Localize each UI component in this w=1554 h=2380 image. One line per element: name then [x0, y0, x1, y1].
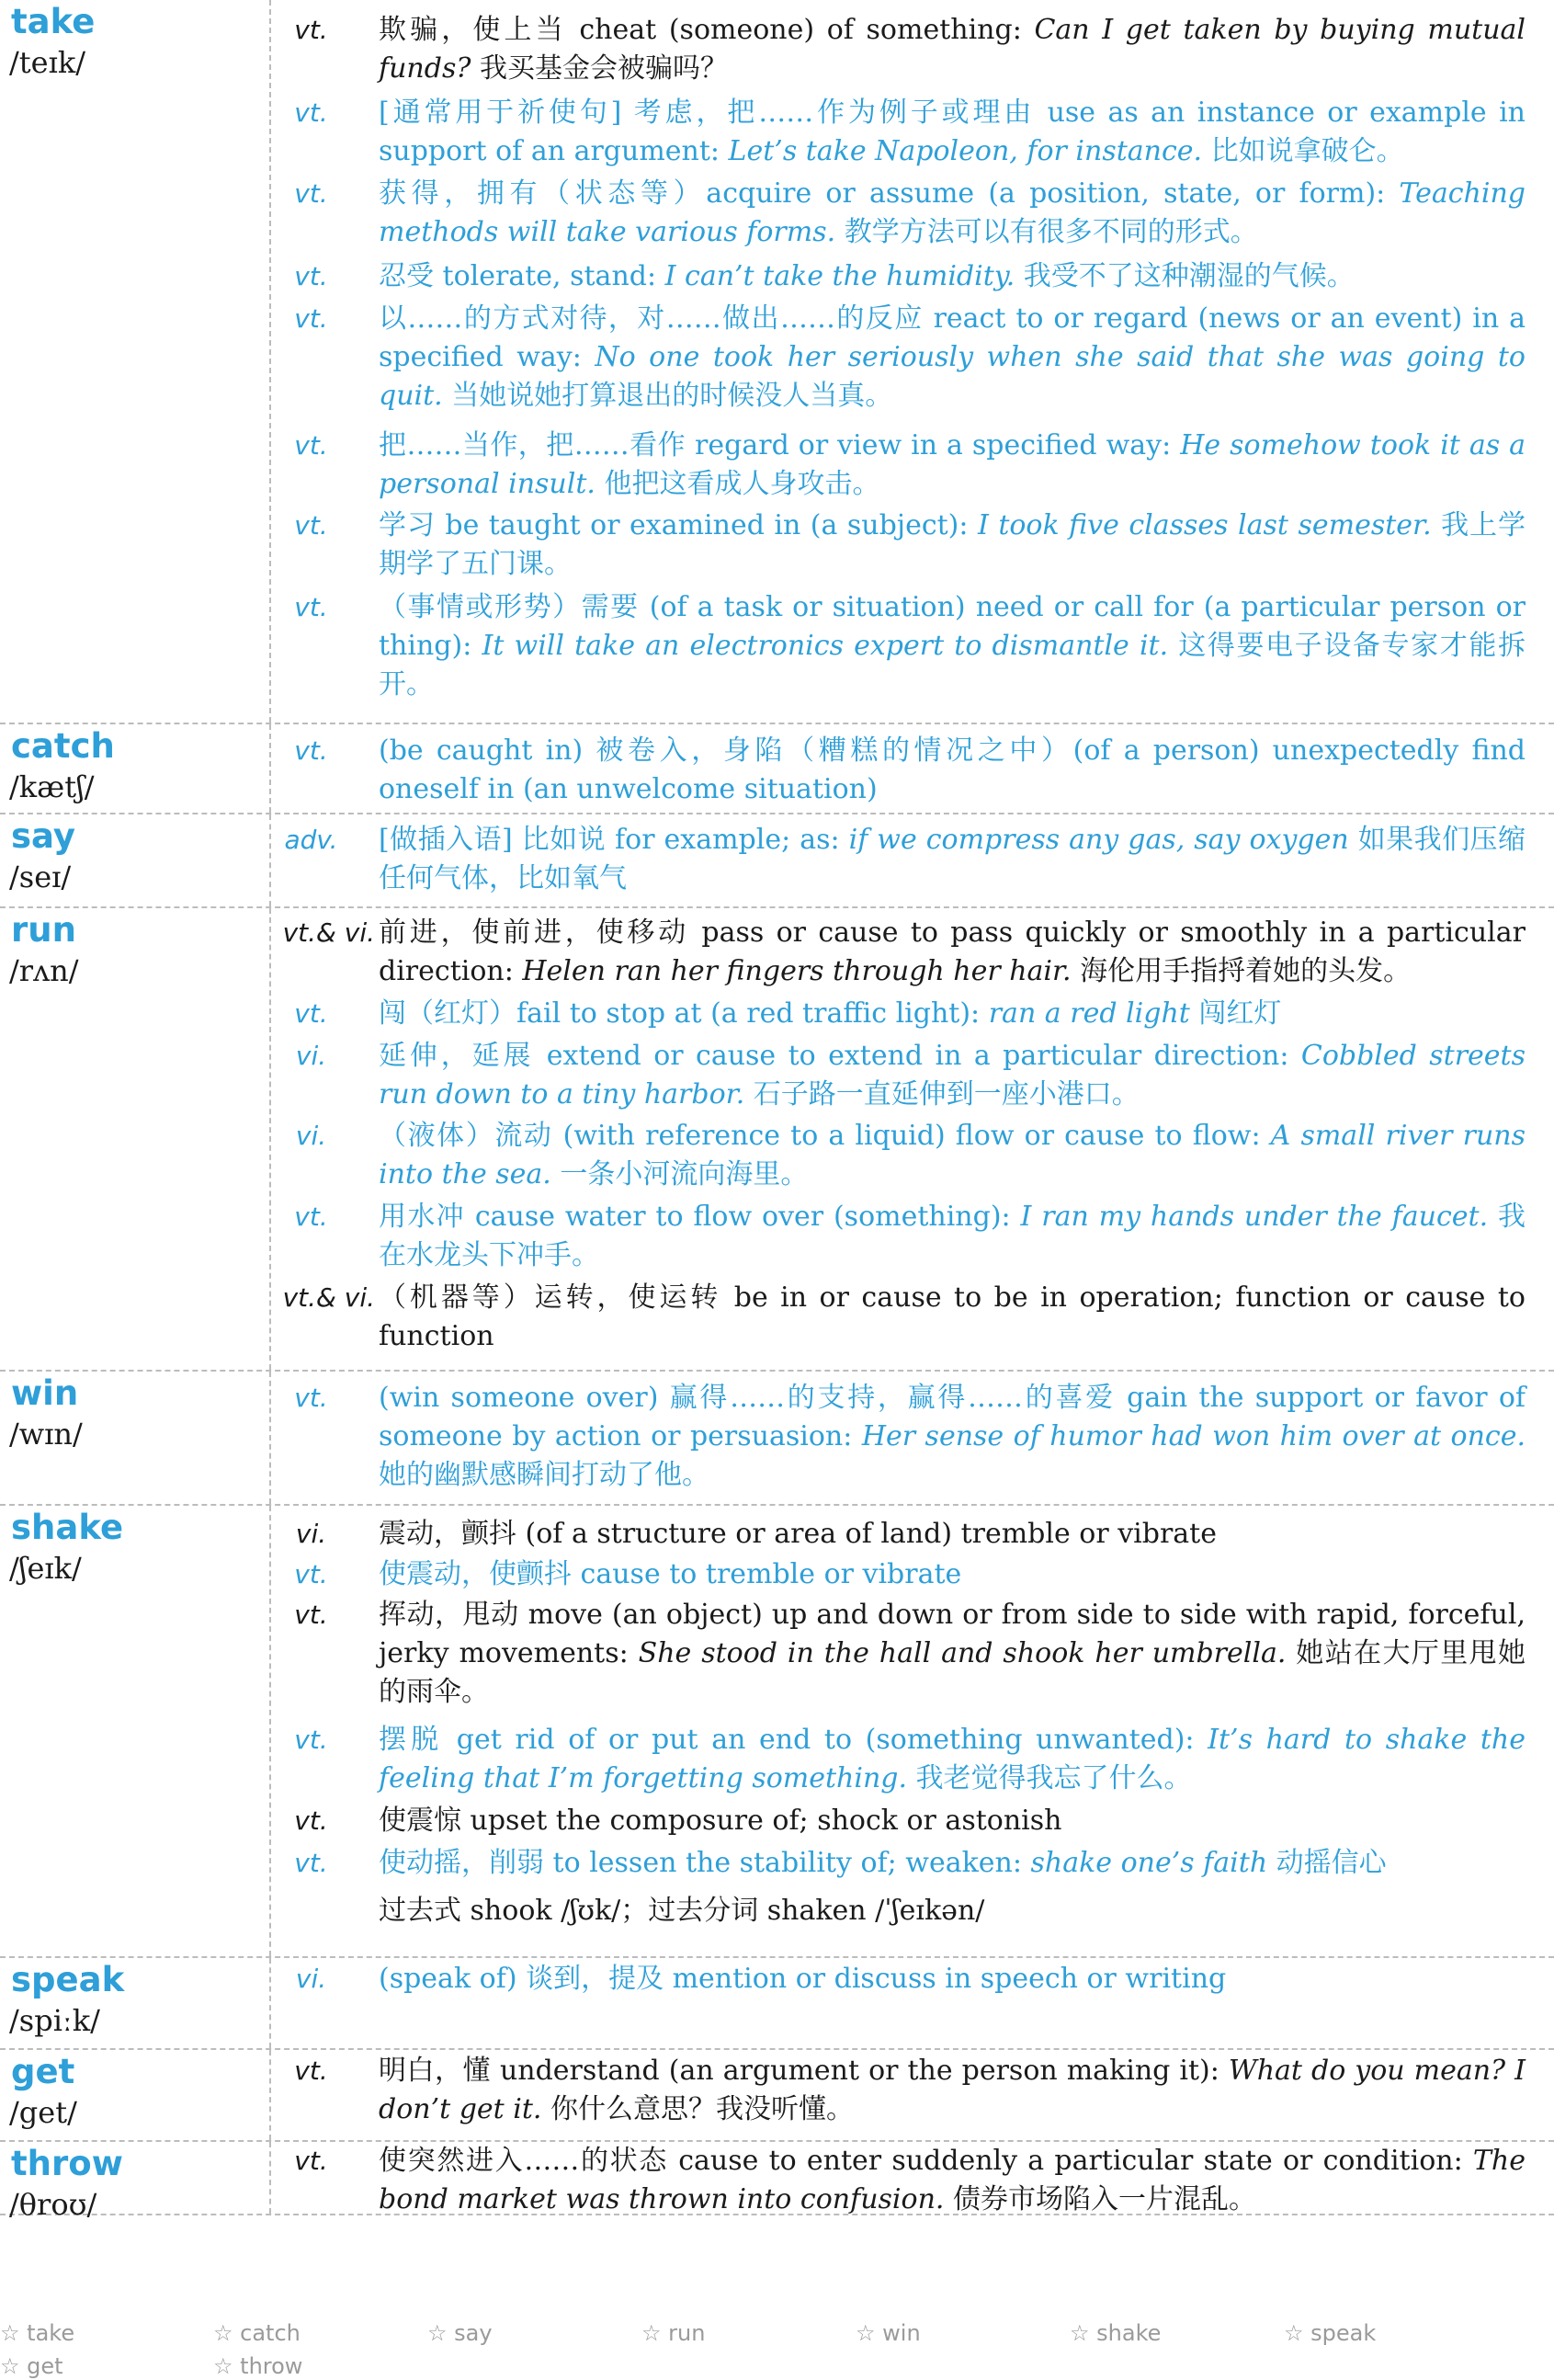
footer-word-label: throw [240, 2353, 303, 2379]
definition-text [379, 1802, 1526, 1840]
part-of-speech: vt. [294, 998, 328, 1029]
headword-cell [0, 1506, 271, 1956]
definition: (win someone over) 赢得……的支持，赢得……的喜爱 gain the support or favor of someone by action or persuasion: [379, 1382, 1526, 1452]
phonetic: /seɪ/ [9, 860, 72, 894]
definition: 明白，懂 understand (an argument or the person making it): [379, 2055, 1229, 2087]
headword-cell [0, 0, 271, 723]
word-index-footer [0, 2317, 1554, 2380]
sense-definition [272, 1198, 1526, 1275]
headword-cell [0, 814, 271, 906]
part-of-speech: vt. [294, 2055, 328, 2086]
definition: 欺骗，使上当 cheat (someone) of something: [379, 14, 1035, 46]
inflected-forms: 过去式 shook /ʃʊk/；过去分词 shaken /ˈʃeɪkən/ [379, 1895, 985, 1927]
definition-text [379, 1960, 1526, 1999]
definition-text [379, 2052, 1526, 2129]
example-sentence: What do you mean? I don’t get it. [379, 2055, 1526, 2125]
example-sentence: Helen ran her fingers through her hair. [522, 955, 1072, 987]
sense-definition [272, 1037, 1526, 1114]
definition-text [379, 1596, 1526, 1712]
definition: 使震惊 upset the composure of; shock or astonish [379, 1805, 1062, 1837]
part-of-speech: vt. [294, 510, 328, 541]
phonetic: /wɪn/ [9, 1417, 83, 1452]
sense-definition [272, 2142, 1526, 2219]
definition-text [379, 732, 1526, 809]
part-of-speech: vt. [294, 430, 328, 461]
footer-word-link[interactable] [1070, 2320, 1161, 2346]
definition: （液体）流动 (with reference to a liquid) flow or cause to flow: [379, 1120, 1271, 1152]
definition: 延伸，延展 extend or cause to extend in a particular direction: [379, 1040, 1301, 1072]
definition-text [379, 11, 1526, 88]
part-of-speech: vi. [295, 1041, 327, 1071]
part-of-speech: vi. [295, 1519, 327, 1549]
definition-text [379, 94, 1526, 171]
example-translation: 动摇信心 [1267, 1847, 1387, 1879]
part-of-speech: vt. [294, 1201, 328, 1232]
example-sentence: I ran my hands under the faucet. [1020, 1201, 1489, 1233]
footer-word-link[interactable] [213, 2353, 302, 2379]
example-translation: 如果我们压缩任何气体，比如氧气 [379, 824, 1526, 894]
part-of-speech: vt. [294, 1559, 328, 1589]
example-sentence: She stood in the hall and shook her umbrella. [638, 1637, 1287, 1669]
phonetic: /rʌn/ [9, 953, 79, 988]
definition: [通常用于祈使句] 考虑，把……作为例子或理由 use as an instance or example in support of an argument: [379, 97, 1526, 167]
example-sentence: No one took her seriously when she said that she was going to quit. [379, 341, 1526, 412]
example-translation: 我受不了这种潮湿的气候。 [1015, 260, 1355, 292]
definition: 使动摇，削弱 to lessen the stability of; weaken: [379, 1847, 1031, 1879]
headword: speak [11, 1960, 125, 1999]
definition: 震动，颤抖 (of a structure or area of land) tremble or vibrate [379, 1518, 1217, 1550]
footer-word-label: get [27, 2353, 63, 2379]
example-translation: 教学方法可以有很多不同的形式。 [835, 216, 1258, 248]
sense-definition [272, 588, 1526, 704]
footer-word-label: win [882, 2320, 921, 2346]
example-sentence: I can’t take the humidity. [664, 260, 1015, 292]
example-sentence: shake one’s faith [1030, 1847, 1268, 1879]
part-of-speech: vt.& vi. [282, 917, 375, 948]
sense-definition [272, 1379, 1526, 1495]
part-of-speech: adv. [284, 825, 338, 855]
definition: （事情或形势）需要 (of a task or situation) need or call for (a particular person or thing): [379, 591, 1526, 662]
definition-text [379, 1555, 1526, 1594]
headword-cell [0, 2050, 271, 2140]
definition: (speak of) 谈到，提及 mention or discuss in speech or writing [379, 1963, 1227, 1995]
headword-cell [0, 2142, 271, 2222]
sense-definition [272, 1515, 1526, 1554]
sense-definition [272, 507, 1526, 584]
footer-word-label: take [27, 2320, 75, 2346]
sense-definition [272, 1117, 1526, 1194]
footer-word-link[interactable] [213, 2320, 301, 2346]
part-of-speech: vt. [294, 15, 328, 45]
footer-word-label: say [454, 2320, 493, 2346]
part-of-speech: vt. [294, 1725, 328, 1755]
definition: 忍受 tolerate, stand: [379, 260, 665, 292]
definition: 用水冲 cause water to flow over (something): [379, 1201, 1021, 1233]
example-translation: 我上学期学了五门课。 [379, 509, 1526, 580]
sense-definition [272, 94, 1526, 171]
example-translation: 闯红灯 [1189, 997, 1282, 1030]
headword: get [11, 2052, 75, 2091]
example-translation: 比如说拿破仑。 [1202, 135, 1404, 167]
example-translation: 石子路一直延伸到一座小港口。 [744, 1078, 1140, 1110]
example-sentence: A small river runs into the sea. [379, 1120, 1526, 1190]
headword: win [11, 1373, 79, 1413]
star-icon: ☆ [213, 2353, 241, 2379]
definition-text [379, 1844, 1526, 1883]
phonetic: /ʃeɪk/ [9, 1551, 82, 1586]
example-translation: 我老觉得我忘了什么。 [907, 1762, 1192, 1794]
definition-text [379, 1117, 1526, 1194]
definition: 前进，使前进，使移动 pass or cause to pass quickly or smoothly in a particular direction: [379, 917, 1526, 987]
part-of-speech: vt. [294, 97, 328, 128]
footer-word-label: shake [1096, 2320, 1162, 2346]
example-sentence: It’s hard to shake the feeling that I’m forgetting something. [379, 1724, 1526, 1794]
headword: run [11, 910, 76, 950]
headword-cell [0, 1958, 271, 2048]
definition: (be caught in) 被卷入，身陷（糟糕的情况之中）(of a person) unexpectedly find oneself in (an unwelcome situation) [379, 734, 1526, 805]
sense-definition [272, 1555, 1526, 1594]
definition-text [379, 507, 1526, 584]
part-of-speech: vi. [295, 1121, 327, 1151]
example-sentence: if we compress any gas, say oxygen [848, 824, 1349, 856]
definition-text [379, 1721, 1526, 1798]
star-icon: ☆ [0, 2353, 28, 2379]
sense-definition [272, 732, 1526, 809]
definition: [做插入语] 比如说 for example; as: [379, 824, 849, 856]
definition-text [379, 1515, 1526, 1554]
phonetic: /teɪk/ [9, 45, 85, 80]
headword-cell [0, 1372, 271, 1504]
definition-text [379, 821, 1526, 898]
example-translation: 她站在大厅里甩她的雨伞。 [379, 1637, 1526, 1708]
definition-text [379, 995, 1526, 1033]
definition-text [379, 300, 1526, 416]
definition: 获得，拥有（状态等）acquire or assume (a position, state, or form): [379, 177, 1400, 210]
star-icon: ☆ [1284, 2320, 1311, 2346]
definition-text [379, 427, 1526, 504]
definition: 把……当作，把……看作 regard or view in a specified way: [379, 429, 1181, 461]
phonetic: /get/ [9, 2095, 77, 2130]
definition-text [379, 175, 1526, 252]
footer-word-label: run [668, 2320, 706, 2346]
star-icon: ☆ [1070, 2320, 1097, 2346]
example-sentence: ran a red light [988, 997, 1190, 1030]
phonetic: /spiːk/ [9, 2003, 100, 2038]
example-translation: 他把这看成人身攻击。 [595, 468, 880, 500]
sense-definition [272, 995, 1526, 1033]
example-translation: 一条小河流向海里。 [550, 1158, 809, 1190]
definition: 学习 be taught or examined in (a subject): [379, 509, 978, 541]
star-icon: ☆ [0, 2320, 28, 2346]
sense-definition [272, 2052, 1526, 2129]
definition: 摆脱 get rid of or put an end to (something unwanted): [379, 1724, 1208, 1756]
definition: 以……的方式对待，对……做出……的反应 react to or regard (news or an event) in a specified way: [379, 302, 1526, 373]
example-translation: 她的幽默感瞬间打动了他。 [379, 1459, 709, 1491]
footer-word-link[interactable] [641, 2320, 705, 2346]
example-translation: 海伦用手指捋着她的头发。 [1071, 955, 1412, 987]
part-of-speech: vt. [294, 303, 328, 334]
example-sentence: Cobbled streets run down to a tiny harbor. [379, 1040, 1526, 1110]
definition: （机器等）运转，使运转 be in or cause to be in operation; function or cause to function [379, 1281, 1526, 1352]
example-sentence: It will take an electronics expert to dismantle it. [482, 630, 1169, 662]
headword: catch [11, 726, 115, 766]
footer-word-link[interactable] [0, 2320, 74, 2346]
example-sentence: Can I get taken by buying mutual funds? [379, 14, 1526, 85]
example-translation: 债券市场陷入一片混乱。 [944, 2183, 1256, 2215]
part-of-speech: vt. [294, 592, 328, 622]
part-of-speech: vt. [294, 735, 328, 766]
sense-definition [272, 11, 1526, 88]
sense-definition [272, 821, 1526, 898]
example-sentence: Let’s take Napoleon, for instance. [728, 135, 1203, 167]
sense-definition [272, 427, 1526, 504]
sense-definition [272, 1802, 1526, 1840]
footer-word-link[interactable] [427, 2320, 493, 2346]
star-icon: ☆ [856, 2320, 883, 2346]
sense-definition [272, 1279, 1526, 1356]
definition-text [379, 1198, 1526, 1275]
footer-word-link[interactable] [856, 2320, 921, 2346]
definition-text [379, 914, 1526, 991]
sense-definition [272, 300, 1526, 416]
phonetic: /θroʊ/ [9, 2187, 97, 2222]
star-icon: ☆ [427, 2320, 455, 2346]
headword-cell [0, 908, 271, 1370]
star-icon: ☆ [213, 2320, 241, 2346]
part-of-speech: vt. [294, 178, 328, 209]
footer-word-label: catch [240, 2320, 301, 2346]
definition-text [379, 588, 1526, 704]
part-of-speech: vt. [294, 1848, 328, 1878]
definition-text [379, 1379, 1526, 1495]
example-sentence: He somehow took it as a personal insult. [379, 429, 1526, 500]
headword: take [11, 2, 96, 41]
example-sentence: I took five classes last semester. [977, 509, 1432, 541]
sense-definition [272, 1721, 1526, 1798]
headword: shake [11, 1508, 124, 1547]
sense-definition [272, 914, 1526, 991]
definition: 闯（红灯）fail to stop at (a red traffic light): [379, 997, 989, 1030]
part-of-speech: vt. [294, 1600, 328, 1630]
phonetic: /kætʃ/ [9, 769, 95, 804]
definition: 挥动，甩动 move (an object) up and down or from side to side with rapid, forceful, jerky movements: [379, 1599, 1526, 1669]
example-translation: 这得要电子设备专家才能拆开。 [379, 630, 1526, 700]
footer-word-link[interactable] [0, 2353, 63, 2379]
part-of-speech: vi. [295, 1964, 327, 1994]
star-icon: ☆ [641, 2320, 669, 2346]
headword: throw [11, 2144, 123, 2183]
definition: 使震动，使颤抖 cause to tremble or vibrate [379, 1558, 962, 1590]
example-sentence: Her sense of humor had won him over at once. [861, 1420, 1526, 1452]
sense-definition [272, 1844, 1526, 1883]
part-of-speech: vt.& vi. [282, 1282, 375, 1313]
headword: say [11, 816, 75, 856]
definition-text [379, 2142, 1526, 2219]
sense-definition [272, 175, 1526, 252]
definition: 使突然进入……的状态 cause to enter suddenly a particular state or condition: [379, 2145, 1473, 2177]
part-of-speech: vt. [294, 1805, 328, 1836]
sense-definition [272, 1960, 1526, 1999]
example-translation: 我买基金会被骗吗？ [471, 52, 728, 85]
example-sentence: Teaching methods will take various forms. [379, 177, 1526, 248]
definition-text [379, 1037, 1526, 1114]
part-of-speech: vt. [294, 2146, 328, 2176]
example-translation: 我在水龙头下冲手。 [379, 1201, 1526, 1271]
sense-definition [272, 257, 1526, 296]
example-translation: 当她说她打算退出的时候没人当真。 [442, 380, 893, 412]
part-of-speech: vt. [294, 261, 328, 291]
headword-cell [0, 724, 271, 813]
footer-word-label: speak [1310, 2320, 1377, 2346]
part-of-speech: vt. [294, 1383, 328, 1413]
definition-text [379, 257, 1526, 296]
example-sentence: The bond market was thrown into confusion. [379, 2145, 1526, 2215]
definition-text [379, 1279, 1526, 1356]
example-translation: 你什么意思？我没听懂。 [541, 2093, 854, 2125]
sense-definition [272, 1596, 1526, 1712]
footer-word-link[interactable] [1284, 2320, 1376, 2346]
